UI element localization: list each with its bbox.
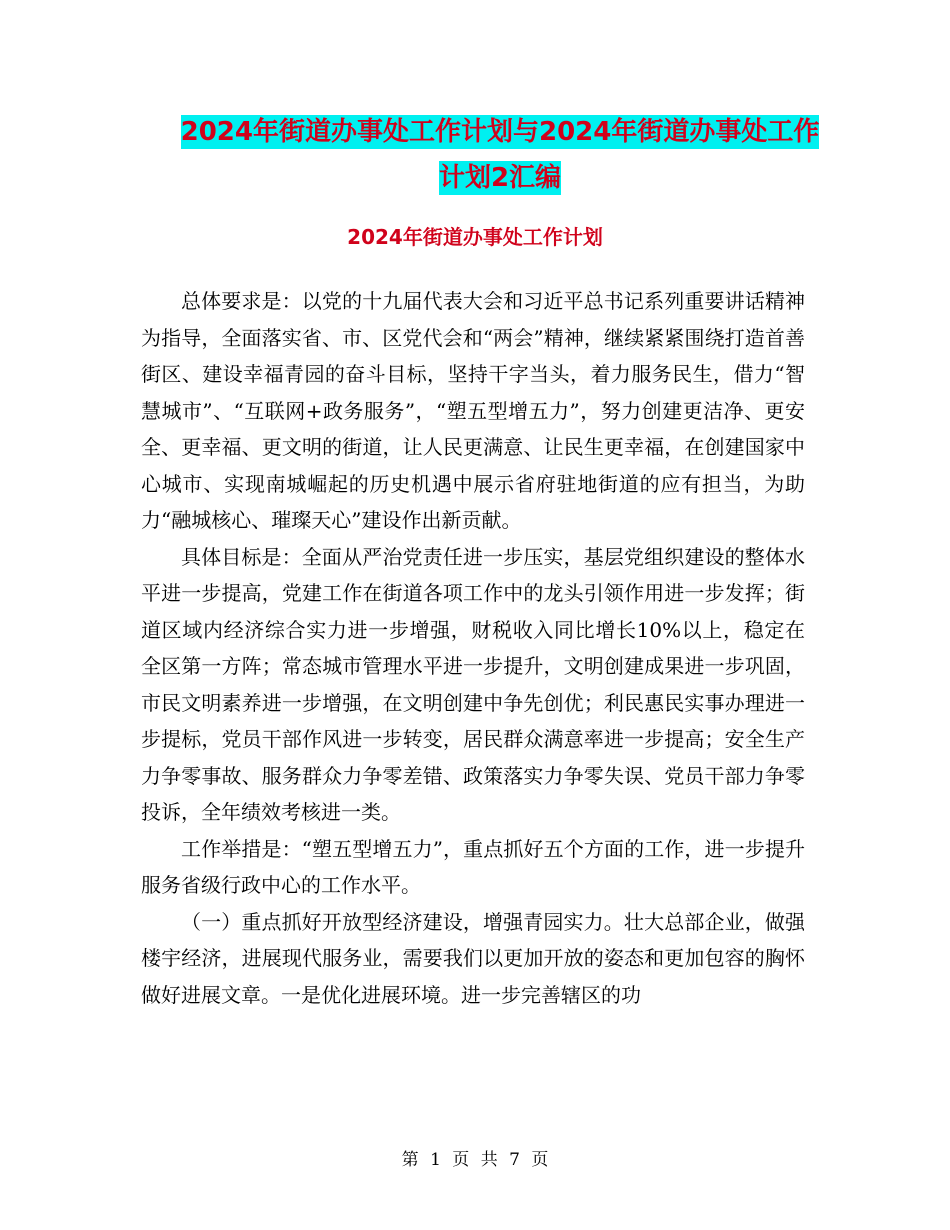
- paragraph-general-requirements: 总体要求是：以党的十九届代表大会和习近平总书记系列重要讲话精神为指导，全面落实省、市、区党代会和“两会”精神，继续紧紧围绕打造首善街区、建设幸福青园的奋斗目标，坚持干字当头，着力服务民生，借力“智慧城市”、“互联网+政务服务”，“塑五型增五力”，努力创建更洁净、更安全、更幸福、更文明的街道，让人民更满意、让民生更幸福，在创建国家中心城市、实现南城崛起的历史机遇中展示省府驻地街道的应有担当，为助力“融城核心、璀璨天心”建设作出新贡献。: [141, 289, 805, 532]
- page-footer: 第 1 页 共 7 页: [401, 1150, 549, 1170]
- section-title: 2024年街道办事处工作计划: [347, 225, 603, 249]
- document-title: 2024年街道办事处工作计划与2024年街道办事处工作计划2汇编: [180, 117, 820, 193]
- paragraph-work-measures: 工作举措是：“塑五型增五力”，重点抓好五个方面的工作，进一步提升服务省级行政中心的工作水平。: [141, 836, 805, 897]
- paragraph-section-one: （一）重点抓好开放型经济建设，增强青园实力。壮大总部企业，做强楼宇经济，进展现代服务业，需要我们以更加开放的姿态和更加包容的胸怀做好进展文章。一是优化进展环境。进一步完善辖区的功: [141, 909, 805, 1007]
- paragraph-specific-goals: 具体目标是：全面从严治党责任进一步压实，基层党组织建设的整体水平进一步提高，党建工作在街道各项工作中的龙头引领作用进一步发挥；街道区域内经济综合实力进一步增强，财税收入同比增长10%以上，稳定在全区第一方阵；常态城市管理水平进一步提升，文明创建成果进一步巩固，市民文明素养进一步增强，在文明创建中争先创优；利民惠民实事办理进一步提标，党员干部作风进一步转变，居民群众满意率进一步提高；安全生产力争零事故、服务群众力争零差错、政策落实力争零失误、党员干部力争零投诉，全年绩效考核进一类。: [141, 544, 805, 824]
- document-body: [141, 283, 805, 1013]
